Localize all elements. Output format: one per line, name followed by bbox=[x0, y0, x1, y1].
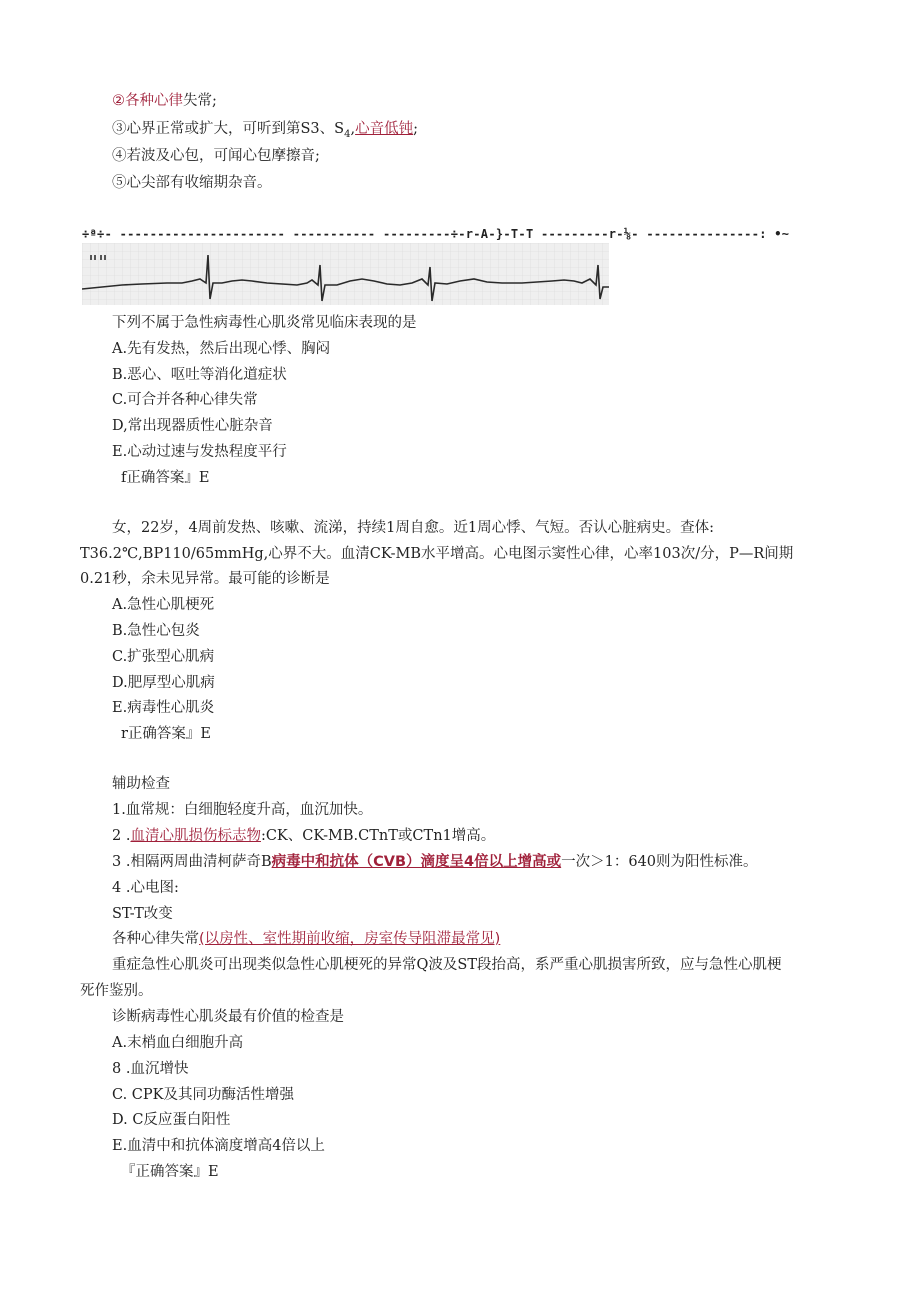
option-d: D.肥厚型心肌病 bbox=[112, 675, 215, 691]
item-text: 一次＞1：640则为阳性标准。 bbox=[561, 854, 758, 870]
list-text: ③心界正常或扩大，可听到第S3、S bbox=[112, 121, 345, 137]
aux-item-1: 1.血常规：白细胞轻度升高，血沉加快。 bbox=[112, 802, 373, 818]
answer-text: f正确答案』E bbox=[121, 470, 210, 486]
option-a: A.末梢血白细胞升高 bbox=[112, 1035, 244, 1051]
question-stem-line: 女，22岁，4周前发热、咳嗽、流涕，持续1周自愈。近1周心悸、气短。否认心脏病史。查体: bbox=[112, 520, 715, 536]
arrhythmia-note bbox=[112, 929, 500, 949]
option-a: A.急性心肌梗死 bbox=[112, 597, 215, 613]
option-d: D,常出现器质性心脏杂音 bbox=[112, 418, 273, 434]
ecg-strip-image bbox=[82, 243, 609, 305]
question-stem: 诊断病毒性心肌炎最有价值的检查是 bbox=[112, 1009, 344, 1025]
subscript: 4 bbox=[344, 128, 351, 140]
option-c: C. CPK及其同功酶活性增强 bbox=[112, 1087, 294, 1103]
option-c: C.扩张型心肌病 bbox=[112, 649, 215, 665]
list-item-pericardium: ④若波及心包，可闻心包摩擦音; bbox=[112, 148, 320, 164]
list-text: 失常; bbox=[183, 93, 217, 109]
highlight-text: (以房性、室性期前收缩，房室传导阻滞最常见) bbox=[199, 931, 501, 947]
question-stem: 下列不属于急性病毒性心肌炎常见临床表现的是 bbox=[112, 315, 417, 331]
list-item-murmur: ⑤心尖部有收缩期杂音。 bbox=[112, 175, 272, 191]
st-change: ST-T改变 bbox=[112, 906, 173, 922]
highlight-text: 血清心肌损伤标志物 bbox=[130, 828, 261, 844]
answer-text: 『正确答案』E bbox=[121, 1164, 219, 1180]
highlight-text: 心音低钝 bbox=[355, 121, 414, 137]
option-c: C.可合并各种心律失常 bbox=[112, 392, 258, 408]
aux-item-2 bbox=[112, 826, 495, 846]
aux-item-3 bbox=[112, 852, 758, 872]
list-text: ; bbox=[413, 121, 418, 137]
item-number: 2 . bbox=[112, 828, 131, 844]
highlight-text: 病毒中和抗体（CVB）滴度呈4倍以上增高或 bbox=[271, 854, 562, 870]
option-b: B.急性心包炎 bbox=[112, 623, 200, 639]
option-e: E.心动过速与发热程度平行 bbox=[112, 444, 287, 460]
item-text: 3 .相隔两周曲清柯萨奇B bbox=[112, 854, 272, 870]
option-e: E.血清中和抗体滴度增高4倍以上 bbox=[112, 1138, 325, 1154]
ecg-header-text: ÷ª÷- ---------------------- ----------- ---------÷-r-A-}-T-T ---------r-⅛- ---------------: •~ bbox=[82, 227, 790, 241]
list-item-arrhythmia bbox=[112, 91, 217, 111]
list-item-heart-border: ③心界正常或扩大，可听到第S3、$S_4$,心音低钝; bbox=[112, 121, 418, 140]
question-stem-line: 0.21秒，余未见异常。最可能的诊断是 bbox=[80, 571, 330, 587]
option-e: E.病毒性心肌炎 bbox=[112, 700, 215, 716]
option-b: 8 .血沉增快 bbox=[112, 1061, 189, 1077]
severe-note-line: 死作鉴别。 bbox=[80, 983, 153, 999]
item-text: 各种心律失常 bbox=[112, 931, 199, 947]
answer-text: r正确答案』E bbox=[121, 726, 212, 742]
severe-note-line: 重症急性心肌炎可出现类似急性心肌梗死的异常Q波及ST段抬高，系严重心肌损害所致，应与急性心肌梗 bbox=[112, 957, 782, 973]
option-b: B.恶心、呕吐等消化道症状 bbox=[112, 367, 287, 383]
item-text: :CK、CK-MB.CTnT或CTn1增高。 bbox=[260, 828, 496, 844]
section-title: 辅助检查 bbox=[112, 776, 170, 792]
option-d: D. C反应蛋白阳性 bbox=[112, 1112, 231, 1128]
highlight-text: ②各种心律 bbox=[112, 93, 183, 109]
aux-item-4: 4 .心电图: bbox=[112, 880, 179, 896]
option-a: A.先有发热，然后出现心悸、胸闷 bbox=[112, 341, 331, 357]
question-stem-line: T36.2℃,BP110/65mmHg,心界不大。血清CK-MB水平增高。心电图示窦性心律，心率103次/分，P—R间期 bbox=[80, 546, 794, 562]
